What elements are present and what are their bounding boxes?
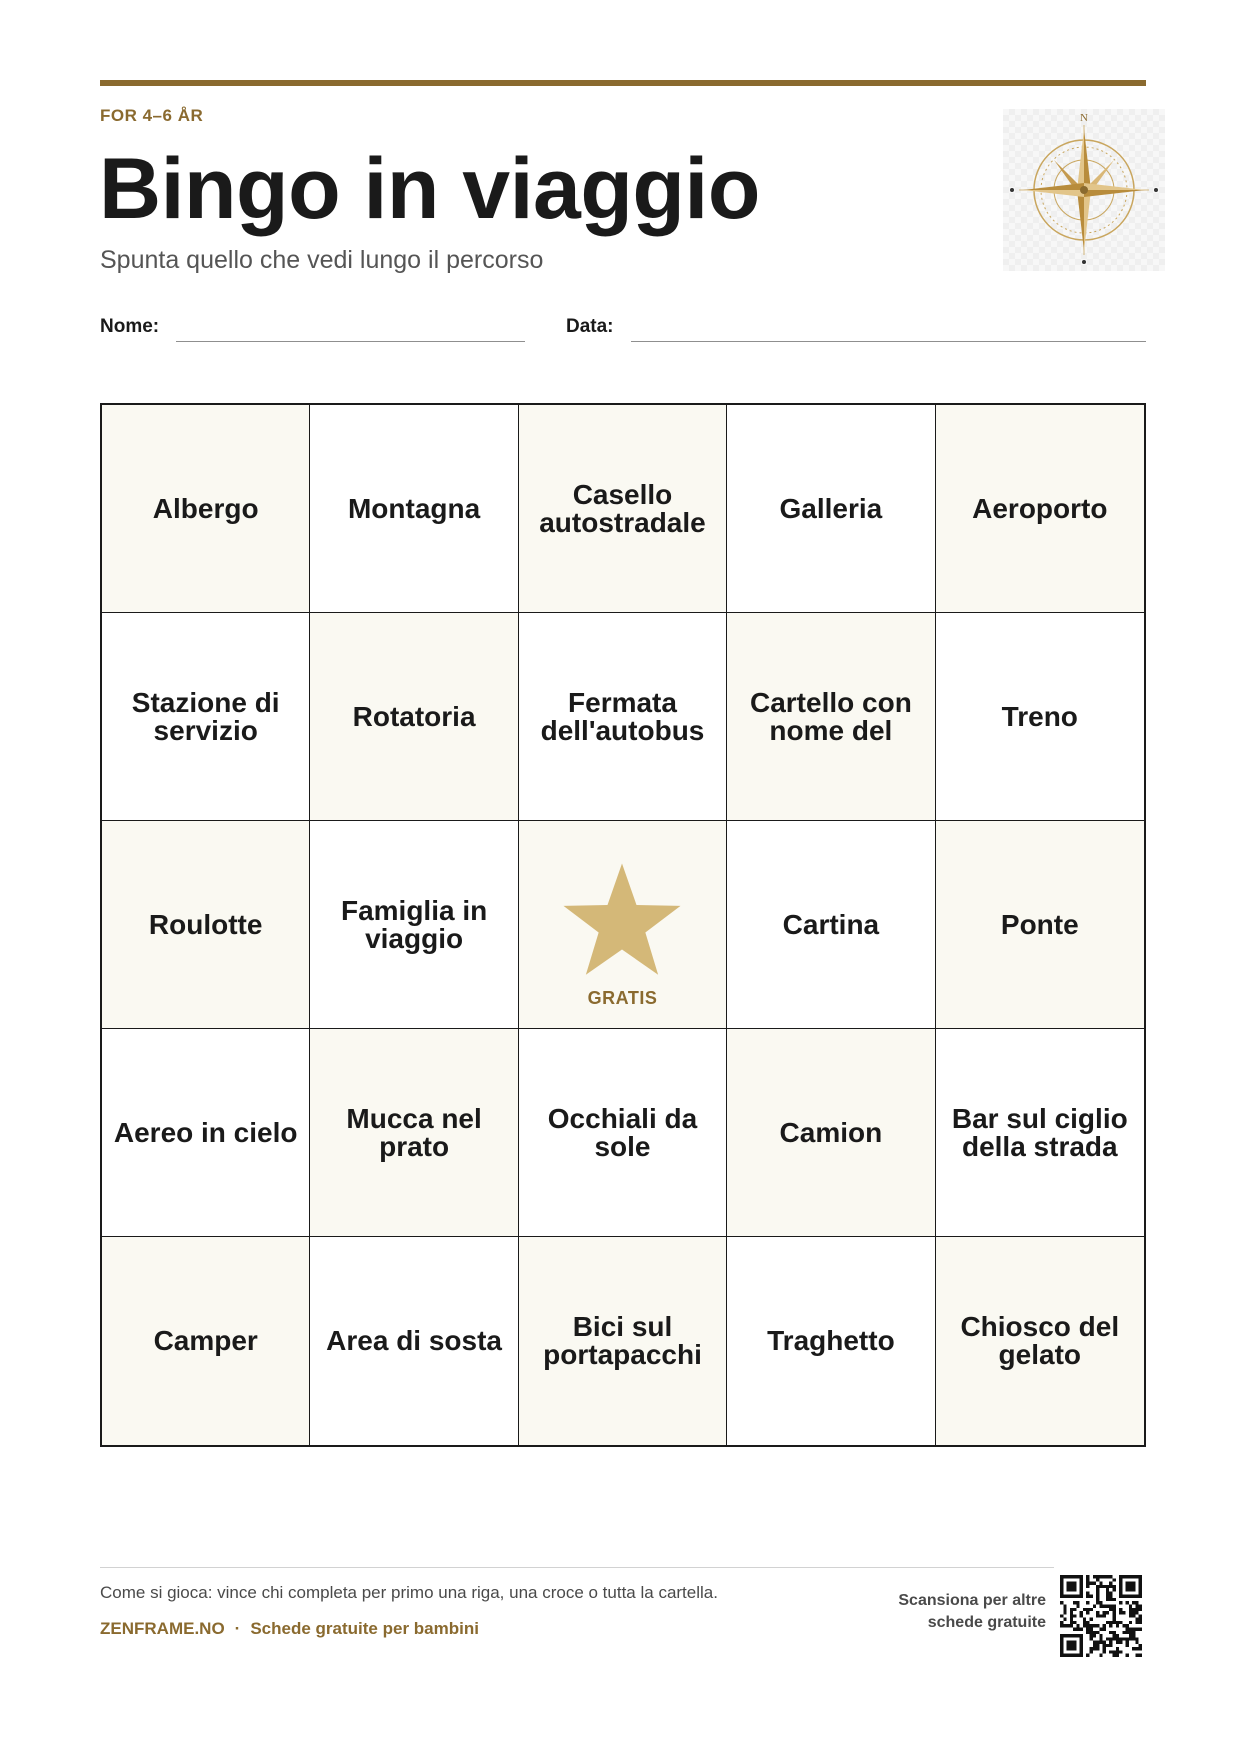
compass-rose-icon [1003,109,1165,271]
bingo-cell[interactable] [310,1029,518,1237]
date-field[interactable] [631,341,1146,342]
bingo-cell[interactable] [936,821,1144,1029]
bingo-cell[interactable] [102,613,310,821]
bingo-cell-label: Camion [779,1116,883,1148]
bingo-cell-label: Camper [153,1325,258,1356]
bingo-cell-label: Stazione di servizio [131,686,280,746]
bingo-cell-label: Bici sul portapacchi [543,1311,702,1370]
bingo-cell[interactable] [936,613,1144,821]
qr-code-icon[interactable] [1060,1575,1142,1657]
bingo-cell[interactable] [727,821,935,1029]
bingo-cell-label: Treno [1001,700,1078,732]
bingo-cell[interactable] [519,1237,727,1445]
date-label: Data: [566,316,614,337]
bingo-cell-label: Cartina [782,908,880,940]
bingo-cell-label: Ponte [1000,908,1079,940]
star-icon [560,861,684,979]
footer-divider [100,1567,1054,1568]
bingo-grid [100,403,1146,1447]
age-label: FOR 4–6 ÅR [100,106,204,125]
bingo-cell-label: Rotatoria [352,700,476,732]
bingo-cell-label: Chiosco del gelato [960,1311,1120,1370]
page-subtitle: Spunta quello che vedi lungo il percorso [100,246,544,274]
bingo-cell[interactable] [727,1029,935,1237]
bingo-cell[interactable] [102,821,310,1029]
name-field[interactable] [176,341,525,342]
bingo-cell-label: Galleria [779,492,883,524]
bingo-cell[interactable] [102,1029,310,1237]
free-cell-label: GRATIS [587,987,658,1008]
bingo-cell-label: Roulotte [148,908,263,940]
bingo-cell[interactable] [519,1029,727,1237]
brand-separator: · [234,1619,241,1638]
bingo-cell-label: Occhiali da sole [547,1102,698,1162]
bingo-cell[interactable] [310,821,518,1029]
bingo-free-cell[interactable] [519,821,727,1029]
bingo-cell-label: Area di sosta [326,1325,503,1356]
bingo-cell[interactable] [519,405,727,613]
bingo-cell[interactable] [102,405,310,613]
bingo-cell[interactable] [936,405,1144,613]
bingo-cell-label: Montagna [347,492,481,524]
brand-name[interactable]: ZENFRAME.NO [100,1619,225,1638]
bingo-cell[interactable] [936,1237,1144,1445]
bingo-cell-label: Casello autostradale [539,478,706,538]
bingo-cell-label: Famiglia in viaggio [340,894,488,954]
bingo-cell[interactable] [519,613,727,821]
bingo-cell-label: Albergo [152,492,259,524]
bingo-cell-label: Cartello con nome del [749,686,912,746]
bingo-cell[interactable] [936,1029,1144,1237]
bingo-cell-label: Fermata dell'autobus [540,686,705,746]
bingo-cell[interactable] [727,613,935,821]
bingo-cell[interactable] [727,405,935,613]
bingo-cell[interactable] [310,405,518,613]
page-title: Bingo in viaggio [99,141,760,237]
bingo-cell[interactable] [102,1237,310,1445]
bingo-cell-label: Aereo in cielo [113,1116,298,1148]
bingo-cell-label: Mucca nel prato [346,1102,482,1162]
brand-line [100,1619,479,1639]
bingo-cell-label: Bar sul ciglio della strada [951,1102,1128,1162]
compass-north-label: N [1080,112,1088,124]
scan-line-1: Scansiona per altre [898,1592,1046,1609]
rules-text: Come si gioca: vince chi completa per primo una riga, una croce o tutta la cartella. [100,1583,718,1602]
bingo-cell[interactable] [310,1237,518,1445]
bingo-cell[interactable] [727,1237,935,1445]
bingo-cell[interactable] [310,613,518,821]
bingo-cell-label: Aeroporto [972,492,1108,524]
scan-prompt [898,1590,1046,1635]
bingo-cell-label: Traghetto [767,1325,895,1356]
top-accent-bar [100,80,1146,86]
scan-line-2: schede gratuite [927,1614,1046,1632]
brand-tagline: Schede gratuite per bambini [250,1619,479,1638]
name-label: Nome: [100,316,160,337]
